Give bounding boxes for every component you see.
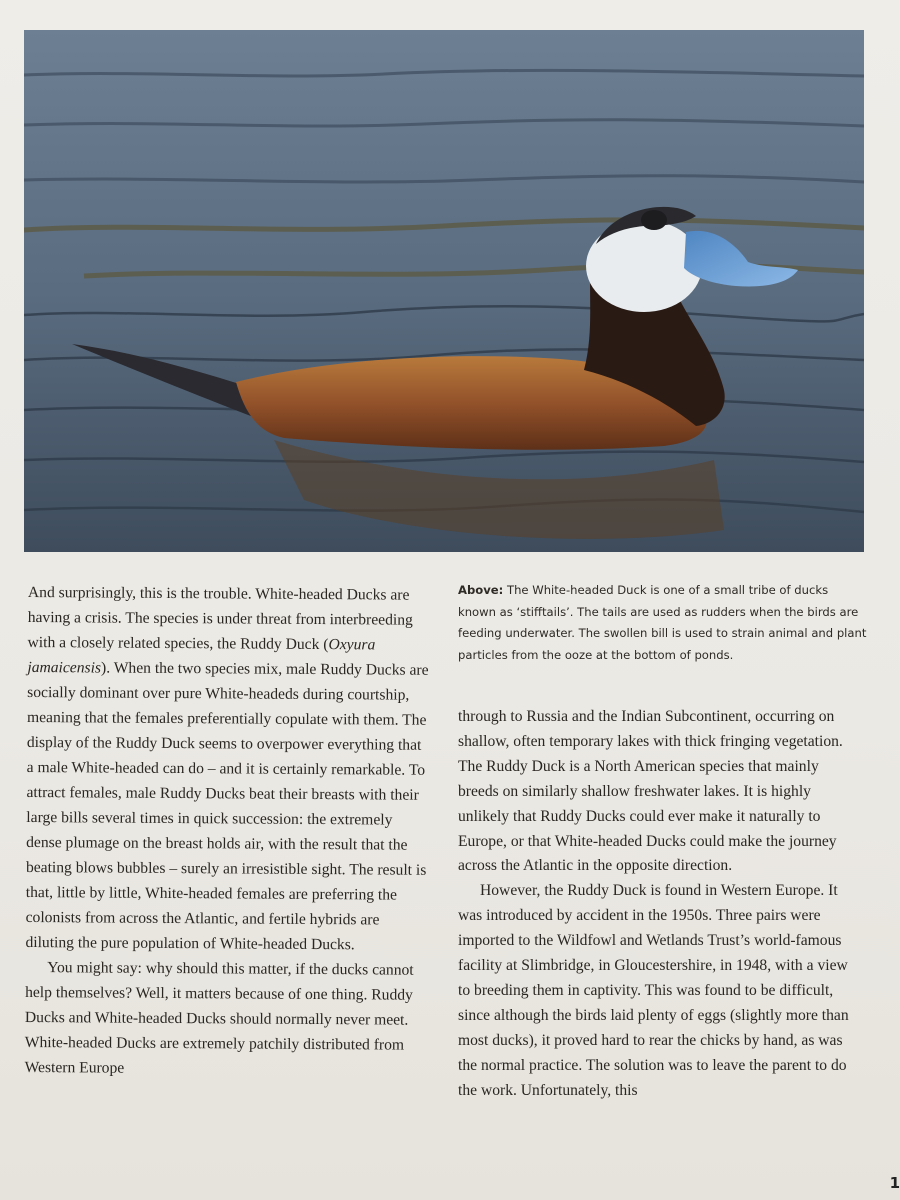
caption-label: Above: xyxy=(458,583,504,597)
paragraph-2: You might say: why should this matter, if the ducks cannot help themselves? Well, it matters because of one thing. Ruddy Ducks and White-headed Ducks should normally never meet. White-headed Ducks are extremely patchily distributed from Western Europe xyxy=(24,959,414,1077)
photo-caption xyxy=(458,580,868,666)
paragraph-1-end: ). When the two species mix, male Ruddy Ducks are socially dominant over pure White-headeds during courtship, meaning that the females preferentially copulate with them. The display of the Ruddy Duck seems to overpower everything that a male White-headed can do – and it is certainly remarkable. To attract females, male Ruddy Ducks beat their breasts with their large bills several times in quick succession: the extremely dense plumage on the breast holds air, with the result that the beating blows bubbles – surely an irresistible sight. The result is that, little by little, White-headed females are preferring the colonists from across the Atlantic, and fertile hybrids are diluting the pure population of White-headed Ducks. xyxy=(25,659,429,954)
duck-photo xyxy=(24,30,864,552)
paragraph-4: However, the Ruddy Duck is found in Western Europe. It was introduced by accident in the 1950s. Three pairs were imported to the Wildfowl and Wetlands Trust’s world-famous facility at Slimbridge, in Gloucestershire, in 1948, with a view to breeding them in captivity. This was found to be difficult, since although the birds laid plenty of eggs (slightly more than most ducks), it proved hard to rear the chicks by hand, as was the normal practice. The solution was to leave the parent to do the work. Unfortunately, this xyxy=(458,882,849,1099)
caption-text: The White-headed Duck is one of a small tribe of ducks known as ‘stifftails’. The tails are used as rudders when the birds are feeding underwater. The swollen bill is used to strain animal and plant particles from the ooze at the bottom of ponds. xyxy=(458,583,867,662)
paragraph-1 xyxy=(25,580,430,958)
article-right-column xyxy=(458,705,862,1104)
article-left-column xyxy=(25,580,430,1083)
page-number: 1 xyxy=(889,1174,900,1192)
paragraph-3: through to Russia and the Indian Subcontinent, occurring on shallow, often temporary lakes with thick fringing vegetation. The Ruddy Duck is a North American species that mainly breeds on similarly shallow freshwater lakes. It is highly unlikely that Ruddy Ducks could ever make it naturally to Europe, or that White-headed Ducks could make the journey across the Atlantic in the opposite direction. xyxy=(458,708,843,875)
duck-illustration xyxy=(24,30,864,552)
species-latin-name: Oxyura jamaicensis xyxy=(27,636,376,677)
paragraph-1-start: And surprisingly, this is the trouble. White-headed Ducks are having a crisis. The species is under threat from interbreeding with a closely related species, the Ruddy Duck ( xyxy=(27,583,413,654)
